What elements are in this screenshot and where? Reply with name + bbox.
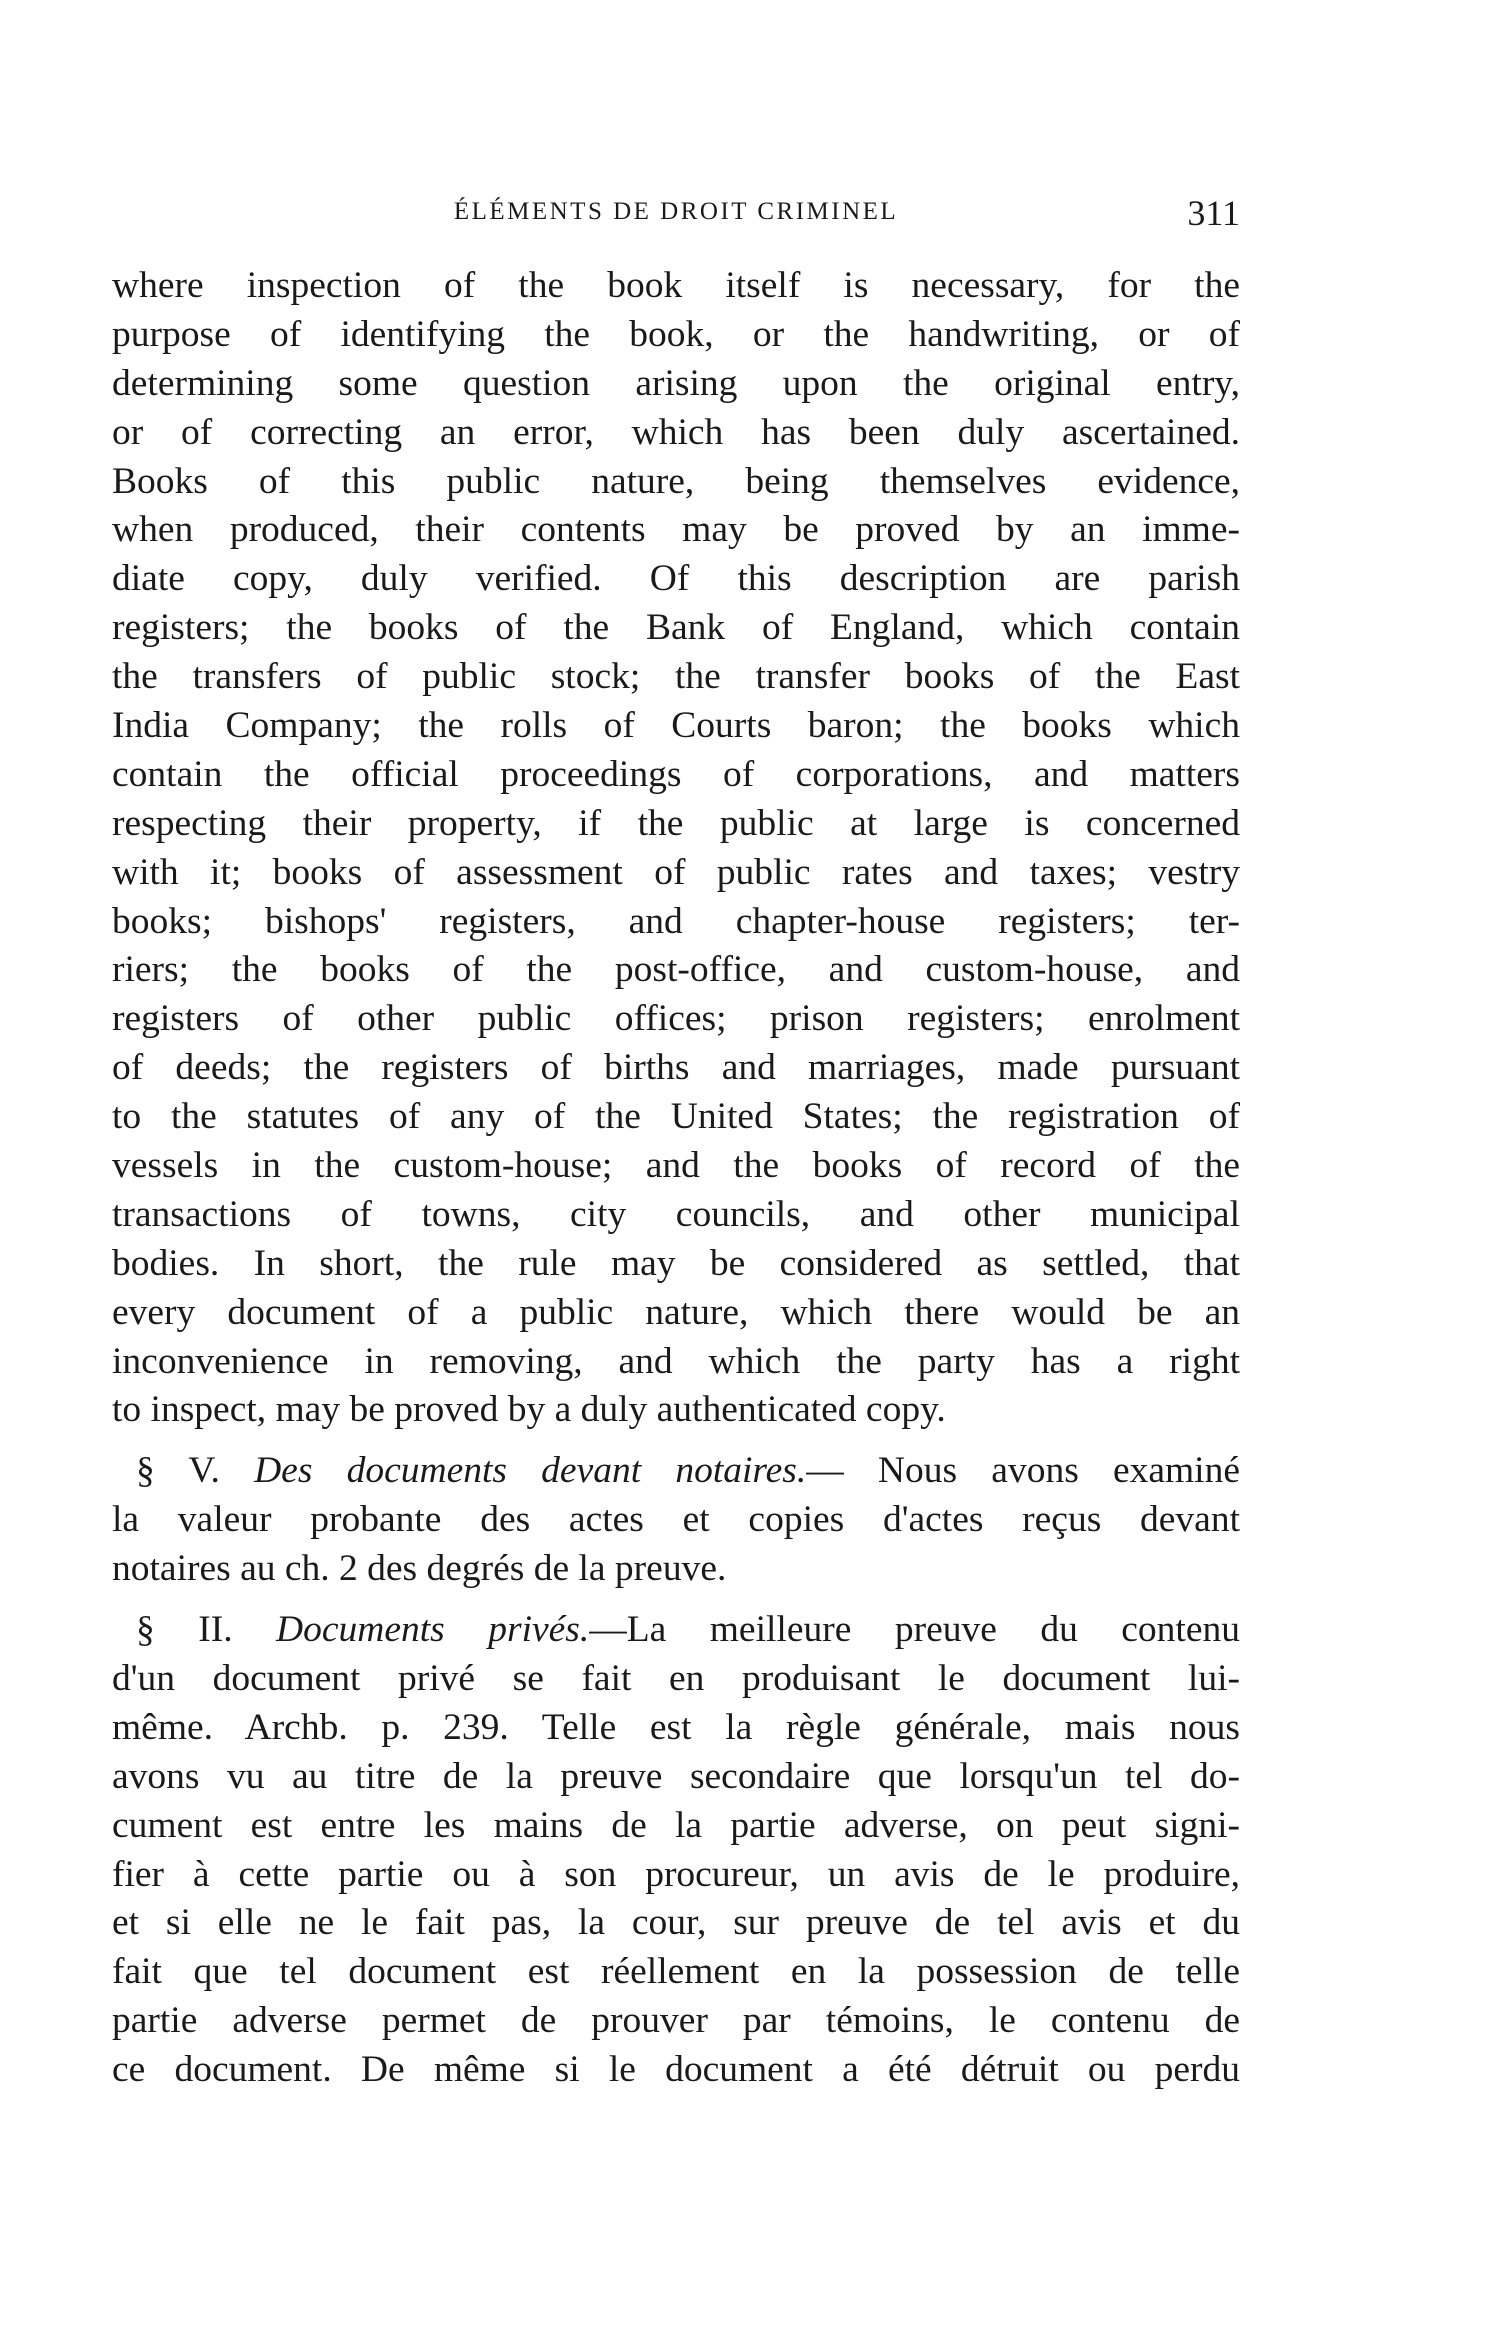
text-run: — Nous avons examiné [806,1450,1240,1492]
page-header [112,192,1240,242]
text-line: the transfers of public stock; the transfer books of the East [112,656,1240,698]
running-head: ÉLÉMENTS DE DROIT CRIMINEL [453,198,899,225]
text-line: riers; the books of the post-office, and custom-house, and [112,949,1240,991]
text-line: d'un document privé se fait en produisant le document lui- [112,1657,1240,1699]
text-line: every document of a public nature, which there would be an [112,1291,1240,1333]
text-line: determining some question arising upon the original entry, [112,362,1240,404]
text-line: registers of other public offices; prison registers; enrolment [112,998,1240,1040]
text-line: India Company; the rolls of Courts baron; the books which [112,705,1240,747]
text-line: partie adverse permet de prouver par témoins, le contenu de [112,2000,1240,2042]
text-line: purpose of identifying the book, or the handwriting, or of [112,313,1240,355]
section-heading-line [112,1447,1240,1496]
text-line: vessels in the custom-house; and the books of record of the [112,1145,1240,1187]
text-line: fier à cette partie ou à son procureur, un avis de le produire, [112,1853,1240,1895]
section-title: Des documents devant notaires. [254,1450,807,1492]
text-line: cument est entre les mains de la partie adverse, on peut signi- [112,1804,1240,1846]
text-line: fait que tel document est réellement en la possession de telle [112,1951,1240,1993]
text-line: registers; the books of the Bank of England, which contain [112,607,1240,649]
text-line: books; bishops' registers, and chapter-house registers; ter- [112,900,1240,942]
text-line: ce document. De même si le document a été détruit ou perdu [112,2049,1240,2091]
text-line: or of correcting an error, which has been duly ascertained. [112,411,1240,453]
text-line: la valeur probante des actes et copies d'actes reçus devant [112,1499,1240,1541]
paragraph-gap [112,1594,1240,1606]
text-line: même. Archb. p. 239. Telle est la règle générale, mais nous [112,1706,1240,1748]
text-line: to inspect, may be proved by a duly authenticated copy. [112,1389,946,1431]
paragraph-gap [112,1435,1240,1447]
text-line: when produced, their contents may be proved by an imme- [112,509,1240,551]
text-line: et si elle ne le fait pas, la cour, sur preuve de tel avis et du [112,1902,1240,1944]
section-number: § V. [136,1450,220,1492]
paragraph-public-documents [112,262,1240,1435]
text-line: contain the official proceedings of corporations, and matters [112,753,1240,795]
section-title: Documents privés. [276,1609,590,1651]
text-line: where inspection of the book itself is necessary, for the [112,265,1240,306]
paragraph-private-documents [112,1606,1240,2095]
text-line: respecting their property, if the public at large is concerned [112,802,1240,844]
text-line: avons vu au titre de la preuve secondaire que lorsqu'un tel do- [112,1755,1240,1797]
text-line: notaires au ch. 2 des degrés de la preuve. [112,1548,727,1590]
text-line: diate copy, duly verified. Of this description are parish [112,558,1240,600]
section-heading-line [112,1606,1240,1655]
text-run: —La meilleure preuve du contenu [589,1609,1240,1651]
text-line: with it; books of assessment of public rates and taxes; vestry [112,851,1240,893]
text-line: transactions of towns, city councils, and other municipal [112,1193,1240,1235]
text-line: of deeds; the registers of births and marriages, made pursuant [112,1047,1240,1089]
text-line: Books of this public nature, being themselves evidence, [112,460,1240,502]
text-line: inconvenience in removing, and which the party has a right [112,1340,1240,1382]
page-number: 311 [1187,193,1240,233]
text-line: bodies. In short, the rule may be considered as settled, that [112,1242,1240,1284]
body-text [112,262,1240,2095]
text-line: to the statutes of any of the United States; the registration of [112,1096,1240,1138]
paragraph-notarial-documents [112,1447,1240,1594]
section-number: § II. [136,1609,233,1651]
